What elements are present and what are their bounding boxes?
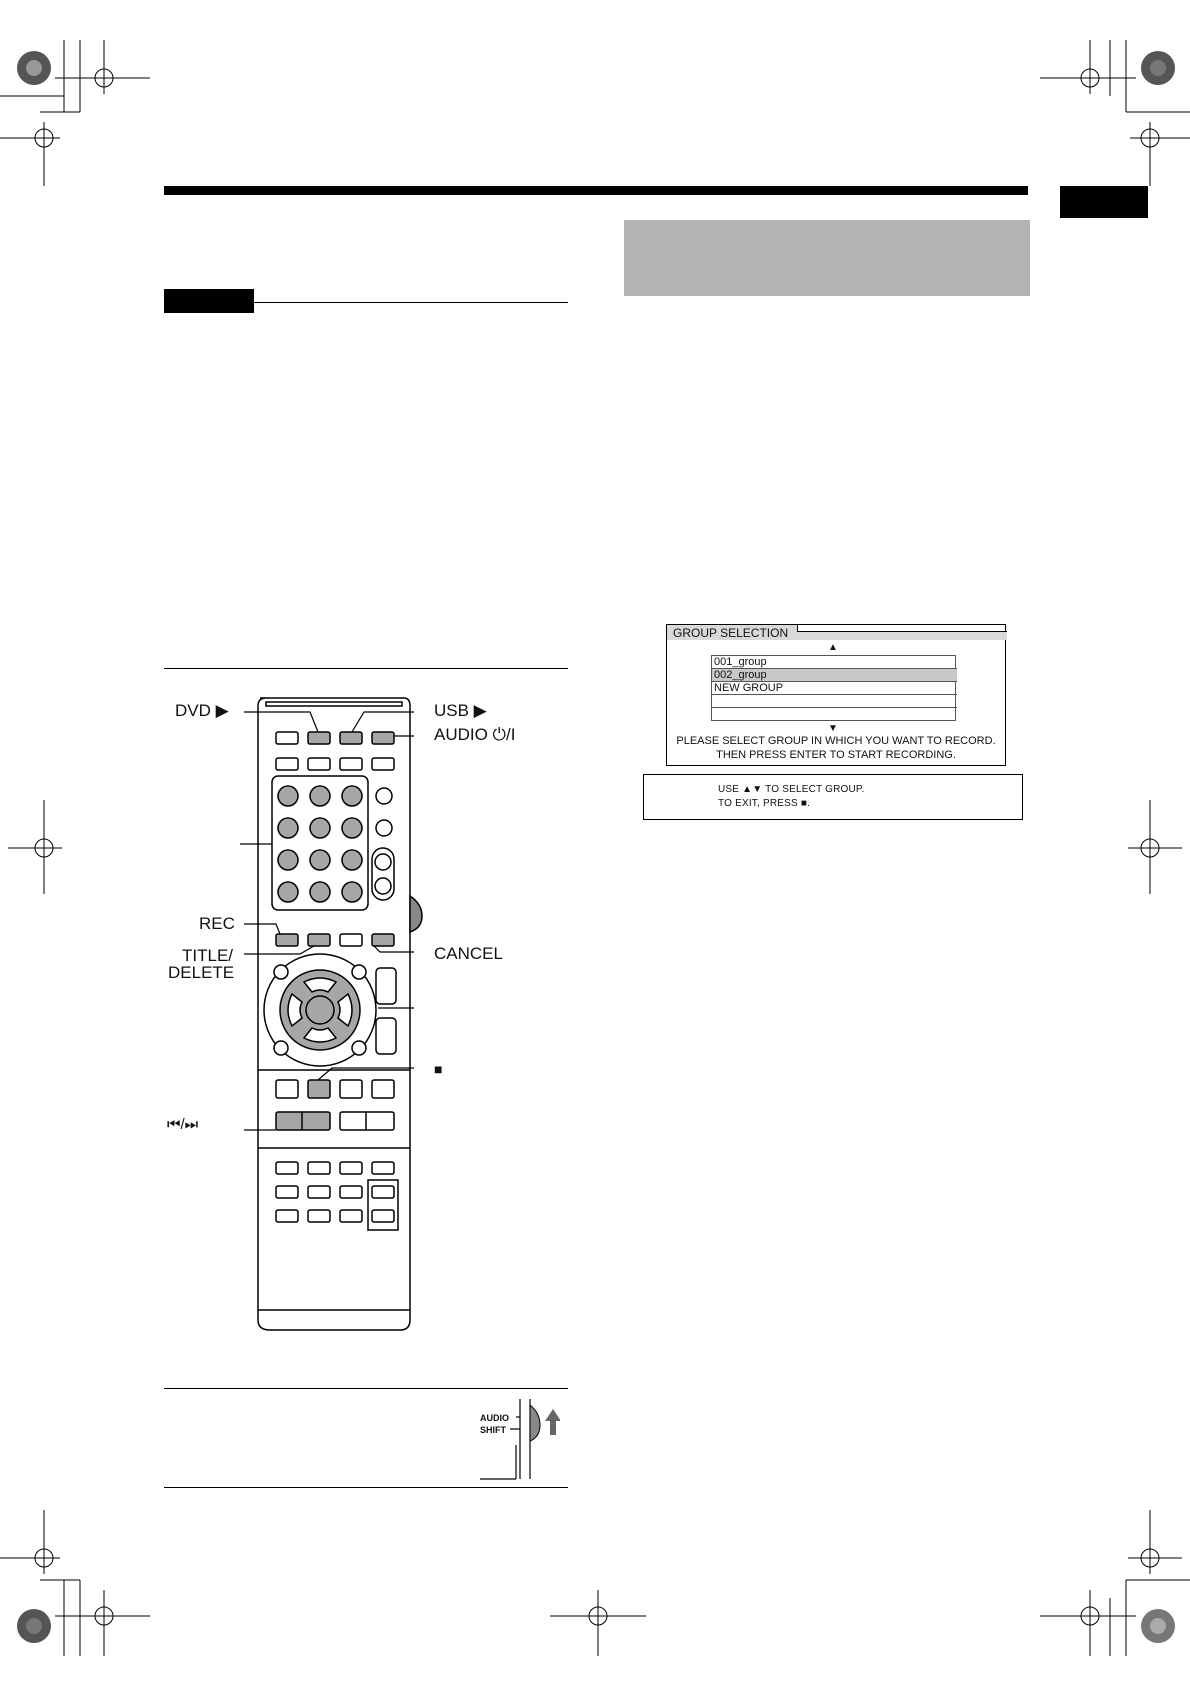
group-selection-dialog: [666, 624, 1006, 766]
hint-line2: TO EXIT, PRESS ■.: [718, 798, 811, 809]
dialog-message-line1: PLEASE SELECT GROUP IN WHICH YOU WANT TO RECORD.: [676, 735, 996, 747]
group-item-001[interactable]: 001_group: [712, 656, 957, 669]
callout-dvd-play: DVD ▶: [175, 701, 229, 720]
switch-label-shift: SHIFT: [480, 1425, 506, 1435]
group-item-002-selected[interactable]: 002_group: [712, 669, 957, 682]
scroll-up-arrow[interactable]: ▲: [828, 642, 838, 653]
dialog-title-rule: [797, 631, 1007, 640]
section-rule: [164, 302, 568, 303]
note-top-rule: [164, 1388, 568, 1389]
dialog-message-line2: THEN PRESS ENTER TO START RECORDING.: [716, 749, 956, 761]
group-item-empty-2: [712, 708, 957, 721]
callout-rec: REC: [199, 914, 235, 933]
remote-control-illustration: [160, 690, 580, 1340]
section-label-bar: [164, 289, 254, 313]
illustration-top-rule: [164, 668, 568, 669]
header-rule: [164, 186, 1028, 195]
group-item-new[interactable]: NEW GROUP: [712, 682, 957, 695]
group-list: [711, 655, 956, 721]
hint-line1: USE ▲▼ TO SELECT GROUP.: [718, 784, 865, 795]
heading-box: [624, 220, 1030, 296]
callout-cancel: CANCEL: [434, 944, 503, 963]
hint-box: [643, 774, 1023, 820]
dialog-title: GROUP SELECTION: [673, 626, 789, 640]
callout-stop: ■: [434, 1061, 443, 1077]
note-bottom-rule: [164, 1487, 568, 1488]
audio-shift-switch-illustration: [480, 1395, 560, 1483]
callout-usb-play: USB ▶: [434, 701, 487, 720]
scroll-down-arrow[interactable]: ▼: [828, 723, 838, 734]
switch-label-audio: AUDIO: [480, 1413, 509, 1423]
callout-title-delete-1: TITLE/: [182, 946, 234, 965]
section-tab: [1060, 186, 1148, 218]
callout-skip: ⏮/⏭: [167, 1116, 199, 1133]
callout-audio-power: AUDIO ⏻/I: [434, 725, 516, 744]
group-item-empty-1: [712, 695, 957, 708]
callout-title-delete-2: DELETE: [168, 963, 235, 982]
